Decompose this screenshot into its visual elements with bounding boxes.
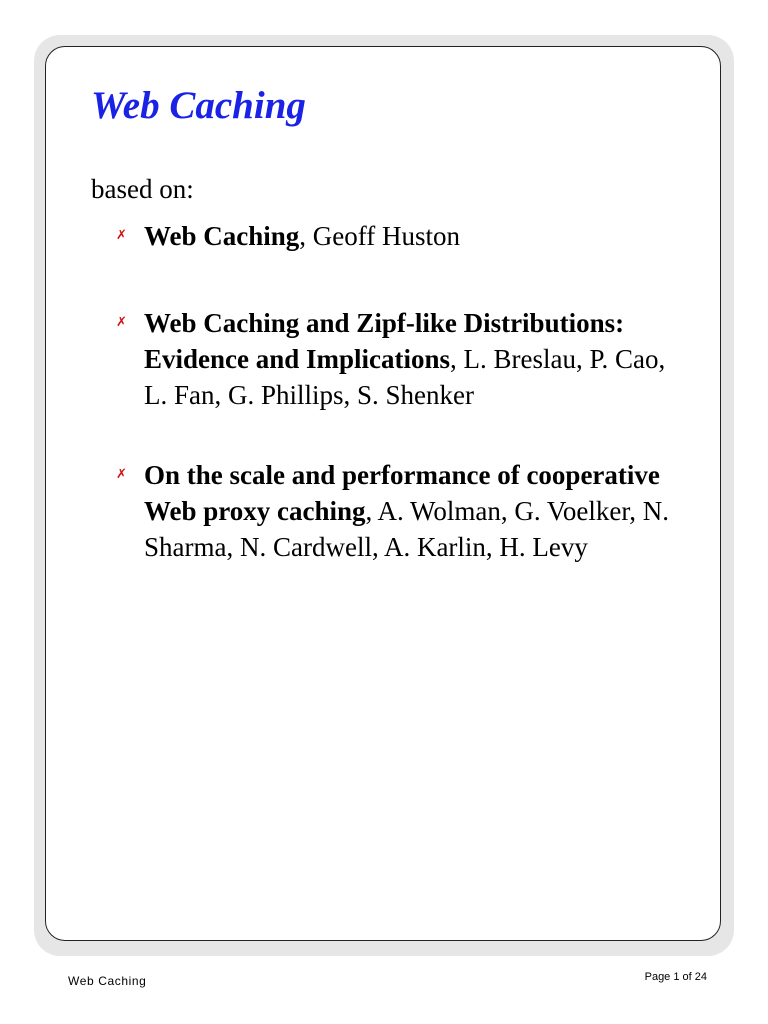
red-x-icon: ✗ — [116, 315, 127, 330]
slide-title: Web Caching — [91, 84, 306, 127]
reference-item — [116, 457, 689, 565]
reference-title: Web Caching and Zipf-like Distributions: Evidence and Implications — [144, 308, 625, 374]
reference-item — [116, 305, 689, 413]
footer-title: Web Caching — [68, 974, 147, 988]
reference-authors: , Geoff Huston — [299, 221, 461, 251]
reference-title: Web Caching — [144, 221, 300, 251]
reference-authors: , L. Breslau, P. Cao, L. Fan, G. Phillips, S. Shenker — [144, 344, 666, 410]
reference-item — [116, 218, 689, 254]
reference-authors: , A. Wolman, G. Voelker, N. Sharma, N. Cardwell, A. Karlin, H. Levy — [144, 496, 670, 562]
red-x-icon: ✗ — [116, 228, 127, 243]
intro-text: based on: — [91, 174, 194, 204]
red-x-icon: ✗ — [116, 467, 127, 482]
reference-title: On the scale and performance of cooperative Web proxy caching — [144, 460, 660, 526]
page-number: Page 1 of 24 — [644, 971, 707, 983]
